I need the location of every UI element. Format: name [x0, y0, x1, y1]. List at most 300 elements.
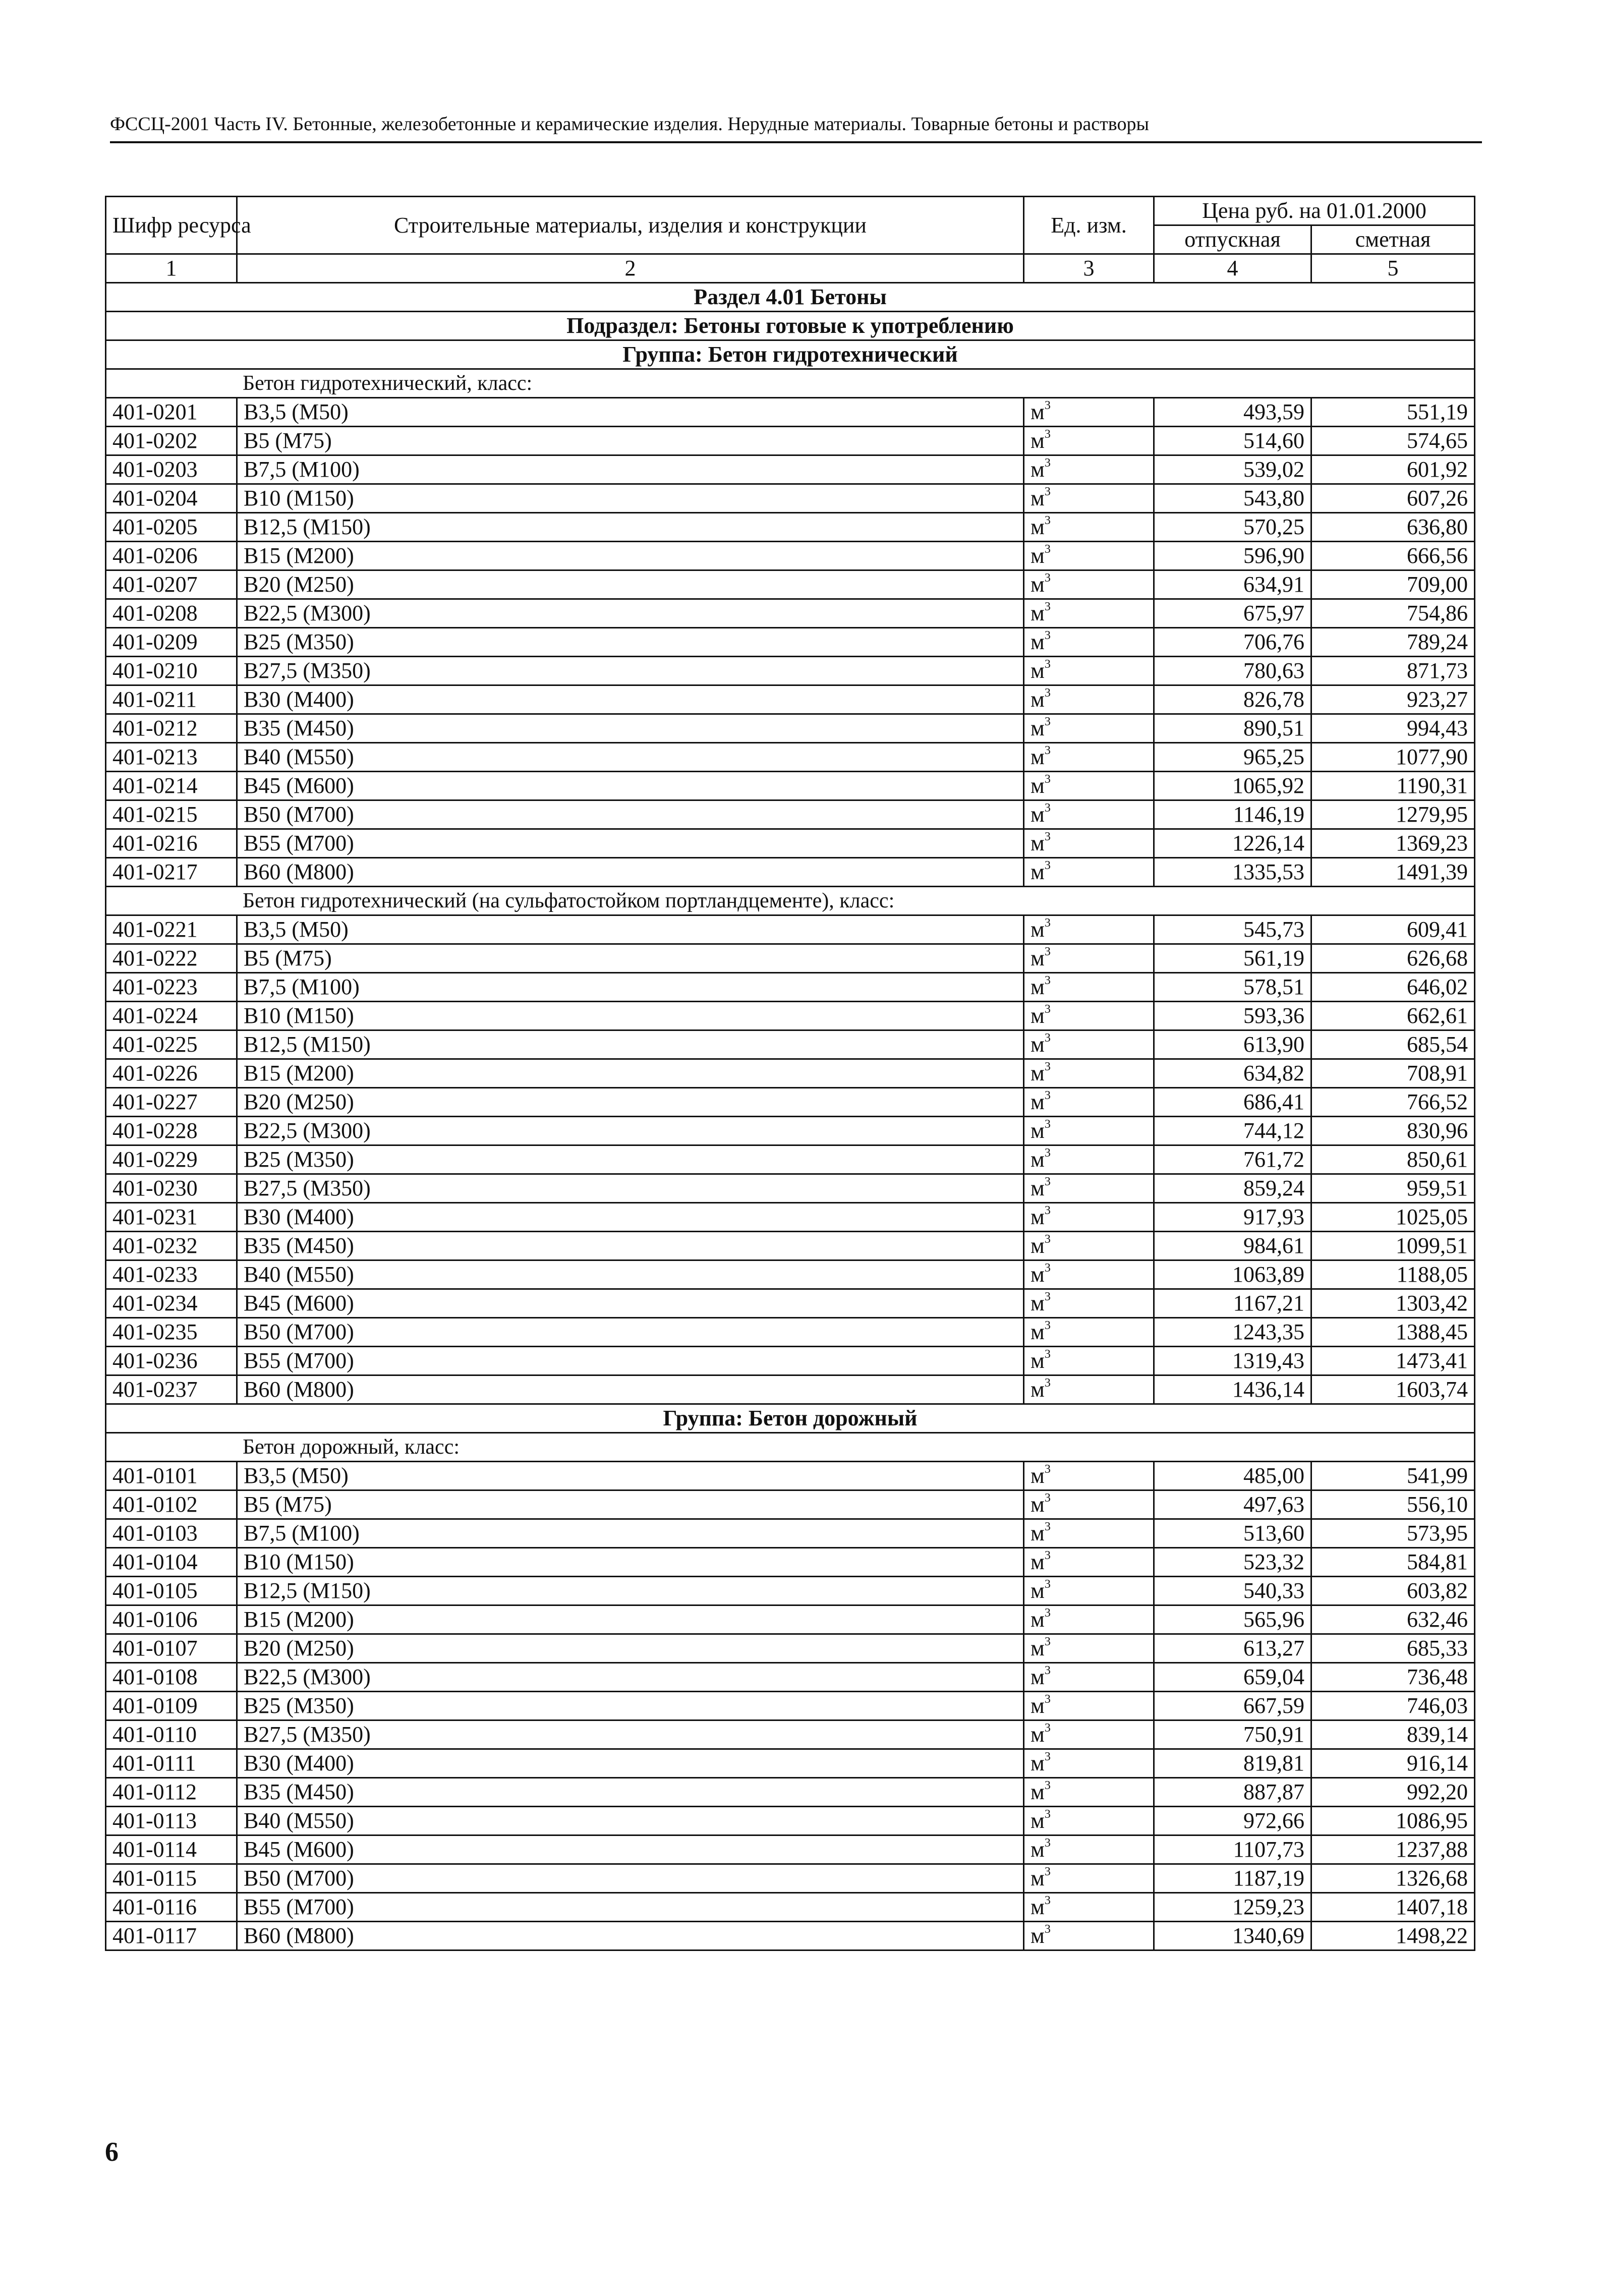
unit-base: м — [1031, 1118, 1045, 1143]
resource-code: 401-0104 — [106, 1548, 237, 1577]
unit-cell — [1024, 398, 1154, 427]
unit-base: м — [1031, 1722, 1045, 1747]
unit-base: м — [1031, 1377, 1045, 1402]
concrete-class: В35 (М450) — [237, 1232, 1024, 1260]
unit-base: м — [1031, 486, 1045, 510]
estimate-price: 603,82 — [1311, 1577, 1475, 1605]
table-row — [106, 1203, 1475, 1232]
estimate-price: 736,48 — [1311, 1663, 1475, 1692]
resource-code: 401-0207 — [106, 570, 237, 599]
unit-cell — [1024, 1117, 1154, 1145]
unit-exponent: 3 — [1044, 1578, 1051, 1591]
unit-exponent: 3 — [1044, 543, 1051, 556]
table-row — [106, 542, 1475, 570]
table-row — [106, 484, 1475, 513]
estimate-price: 1491,39 — [1311, 858, 1475, 887]
resource-code: 401-0206 — [106, 542, 237, 570]
column-number: 1 — [106, 254, 237, 283]
unit-base: м — [1031, 1866, 1045, 1890]
concrete-class: В25 (М350) — [237, 1145, 1024, 1174]
concrete-class: В60 (М800) — [237, 1922, 1024, 1950]
header-name: Строительные материалы, изделия и конструкции — [237, 197, 1024, 254]
unit-base: м — [1031, 716, 1045, 740]
resource-code: 401-0114 — [106, 1835, 237, 1864]
unit-base: м — [1031, 974, 1045, 999]
table-row — [106, 1720, 1475, 1749]
release-price: 890,51 — [1154, 714, 1311, 743]
column-number-row — [106, 254, 1475, 283]
table-row — [106, 800, 1475, 829]
unit-base: м — [1031, 1032, 1045, 1057]
unit-base: м — [1031, 1319, 1045, 1344]
resource-code: 401-0111 — [106, 1749, 237, 1778]
release-price: 570,25 — [1154, 513, 1311, 542]
unit-cell — [1024, 427, 1154, 455]
resource-code: 401-0213 — [106, 743, 237, 772]
unit-exponent: 3 — [1044, 1089, 1051, 1103]
concrete-class: В5 (М75) — [237, 1490, 1024, 1519]
concrete-class: В20 (М250) — [237, 1634, 1024, 1663]
unit-exponent: 3 — [1044, 830, 1051, 844]
estimate-price: 850,61 — [1311, 1145, 1475, 1174]
unit-base: м — [1031, 1204, 1045, 1229]
unit-cell — [1024, 1174, 1154, 1203]
unit-base: м — [1031, 859, 1045, 884]
resource-code: 401-0211 — [106, 685, 237, 714]
unit-cell — [1024, 1347, 1154, 1375]
unit-cell — [1024, 1807, 1154, 1835]
concrete-class: В5 (М75) — [237, 944, 1024, 973]
estimate-price: 556,10 — [1311, 1490, 1475, 1519]
release-price: 593,36 — [1154, 1002, 1311, 1030]
unit-exponent: 3 — [1044, 859, 1051, 873]
unit-exponent: 3 — [1044, 629, 1051, 643]
release-price: 1146,19 — [1154, 800, 1311, 829]
unit-cell — [1024, 973, 1154, 1002]
table-row — [106, 1318, 1475, 1347]
section-heading-row — [106, 283, 1475, 312]
unit-cell — [1024, 1519, 1154, 1548]
concrete-class: В55 (М700) — [237, 1347, 1024, 1375]
table-row — [106, 829, 1475, 858]
unit-base: м — [1031, 773, 1045, 798]
table-row — [106, 513, 1475, 542]
release-price: 965,25 — [1154, 743, 1311, 772]
unit-exponent: 3 — [1044, 1003, 1051, 1016]
resource-code: 401-0226 — [106, 1059, 237, 1088]
unit-exponent: 3 — [1044, 1750, 1051, 1764]
resource-code: 401-0113 — [106, 1807, 237, 1835]
price-table-body — [106, 197, 1475, 1950]
resource-code: 401-0107 — [106, 1634, 237, 1663]
release-price: 634,82 — [1154, 1059, 1311, 1088]
column-number: 5 — [1311, 254, 1475, 283]
column-number: 3 — [1024, 254, 1154, 283]
concrete-class: В12,5 (М150) — [237, 1577, 1024, 1605]
unit-base: м — [1031, 1348, 1045, 1373]
estimate-price: 754,86 — [1311, 599, 1475, 628]
release-price: 1226,14 — [1154, 829, 1311, 858]
estimate-price: 1077,90 — [1311, 743, 1475, 772]
resource-code: 401-0228 — [106, 1117, 237, 1145]
table-row — [106, 570, 1475, 599]
unit-cell — [1024, 455, 1154, 484]
release-price: 706,76 — [1154, 628, 1311, 657]
release-price: 744,12 — [1154, 1117, 1311, 1145]
concrete-class: В45 (М600) — [237, 1835, 1024, 1864]
unit-exponent: 3 — [1044, 456, 1051, 470]
table-row — [106, 1548, 1475, 1577]
table-row — [106, 1260, 1475, 1289]
release-price: 497,63 — [1154, 1490, 1311, 1519]
estimate-price: 746,03 — [1311, 1692, 1475, 1720]
unit-base: м — [1031, 1291, 1045, 1315]
unit-cell — [1024, 1577, 1154, 1605]
unit-exponent: 3 — [1044, 1836, 1051, 1850]
unit-cell — [1024, 1260, 1154, 1289]
estimate-price: 584,81 — [1311, 1548, 1475, 1577]
unit-base: м — [1031, 1061, 1045, 1085]
resource-code: 401-0223 — [106, 973, 237, 1002]
concrete-class: В25 (М350) — [237, 628, 1024, 657]
resource-code: 401-0109 — [106, 1692, 237, 1720]
concrete-class: В7,5 (М100) — [237, 455, 1024, 484]
page-number: 6 — [105, 2137, 119, 2167]
resource-code: 401-0225 — [106, 1030, 237, 1059]
unit-exponent: 3 — [1044, 1549, 1051, 1563]
release-price: 826,78 — [1154, 685, 1311, 714]
unit-base: м — [1031, 658, 1045, 683]
estimate-price: 1025,05 — [1311, 1203, 1475, 1232]
resource-code: 401-0108 — [106, 1663, 237, 1692]
resource-code: 401-0208 — [106, 599, 237, 628]
unit-exponent: 3 — [1044, 1261, 1051, 1275]
estimate-price: 959,51 — [1311, 1174, 1475, 1203]
release-price: 917,93 — [1154, 1203, 1311, 1232]
concrete-class: В25 (М350) — [237, 1692, 1024, 1720]
unit-base: м — [1031, 1636, 1045, 1660]
estimate-price: 1279,95 — [1311, 800, 1475, 829]
unit-exponent: 3 — [1044, 658, 1051, 671]
table-row — [106, 1605, 1475, 1634]
unit-exponent: 3 — [1044, 514, 1051, 528]
concrete-class: В40 (М550) — [237, 1807, 1024, 1835]
resource-code: 401-0236 — [106, 1347, 237, 1375]
release-price: 1319,43 — [1154, 1347, 1311, 1375]
unit-cell — [1024, 1318, 1154, 1347]
unit-base: м — [1031, 1089, 1045, 1114]
table-row — [106, 628, 1475, 657]
table-header-row — [106, 197, 1475, 225]
resource-code: 401-0202 — [106, 427, 237, 455]
table-row — [106, 1577, 1475, 1605]
table-row — [106, 1289, 1475, 1318]
unit-exponent: 3 — [1044, 1606, 1051, 1620]
unit-base: м — [1031, 572, 1045, 597]
header-price-group: Цена руб. на 01.01.2000 — [1154, 197, 1475, 225]
resource-code: 401-0229 — [106, 1145, 237, 1174]
table-row — [106, 1864, 1475, 1893]
unit-exponent: 3 — [1044, 1031, 1051, 1045]
release-price: 539,02 — [1154, 455, 1311, 484]
concrete-class: В5 (М75) — [237, 427, 1024, 455]
concrete-class: В27,5 (М350) — [237, 657, 1024, 685]
section-title: Раздел 4.01 Бетоны — [106, 283, 1475, 312]
column-number: 2 — [237, 254, 1024, 283]
unit-base: м — [1031, 514, 1045, 539]
table-row — [106, 1893, 1475, 1922]
release-price: 540,33 — [1154, 1577, 1311, 1605]
release-price: 1187,19 — [1154, 1864, 1311, 1893]
resource-code: 401-0234 — [106, 1289, 237, 1318]
release-price: 859,24 — [1154, 1174, 1311, 1203]
unit-cell — [1024, 628, 1154, 657]
table-row — [106, 1059, 1475, 1088]
unit-cell — [1024, 1922, 1154, 1950]
concrete-class: В60 (М800) — [237, 1375, 1024, 1404]
table-row — [106, 772, 1475, 800]
unit-base: м — [1031, 802, 1045, 827]
estimate-price: 1190,31 — [1311, 772, 1475, 800]
resource-code: 401-0227 — [106, 1088, 237, 1117]
unit-cell — [1024, 685, 1154, 714]
unit-cell — [1024, 1030, 1154, 1059]
release-price: 972,66 — [1154, 1807, 1311, 1835]
release-price: 1436,14 — [1154, 1375, 1311, 1404]
unit-base: м — [1031, 457, 1045, 482]
resource-code: 401-0110 — [106, 1720, 237, 1749]
estimate-price: 1498,22 — [1311, 1922, 1475, 1950]
resource-code: 401-0222 — [106, 944, 237, 973]
unit-cell — [1024, 1749, 1154, 1778]
unit-exponent: 3 — [1044, 1721, 1051, 1735]
release-price: 1259,23 — [1154, 1893, 1311, 1922]
running-header: ФССЦ-2001 Часть IV. Бетонные, железобетонные и керамические изделия. Нерудные материалы. Товарные бетоны и растворы — [110, 112, 1482, 143]
unit-base: м — [1031, 1607, 1045, 1632]
unit-exponent: 3 — [1044, 1118, 1051, 1131]
table-row — [106, 1692, 1475, 1720]
header-price-estimate: сметная — [1311, 225, 1475, 254]
estimate-price: 666,56 — [1311, 542, 1475, 570]
group-heading-row — [106, 340, 1475, 369]
unit-exponent: 3 — [1044, 1146, 1051, 1160]
unit-cell — [1024, 829, 1154, 858]
concrete-class: В22,5 (М300) — [237, 1117, 1024, 1145]
resource-code: 401-0201 — [106, 398, 237, 427]
concrete-class: В50 (М700) — [237, 1318, 1024, 1347]
header-code: Шифр ресурса — [106, 197, 237, 254]
concrete-class: В27,5 (М350) — [237, 1720, 1024, 1749]
release-price: 887,87 — [1154, 1778, 1311, 1807]
estimate-price: 708,91 — [1311, 1059, 1475, 1088]
unit-base: м — [1031, 1463, 1045, 1488]
concrete-class: В30 (М400) — [237, 1203, 1024, 1232]
unit-exponent: 3 — [1044, 686, 1051, 700]
release-price: 493,59 — [1154, 398, 1311, 427]
header-unit: Ед. изм. — [1024, 197, 1154, 254]
estimate-price: 685,33 — [1311, 1634, 1475, 1663]
estimate-price: 830,96 — [1311, 1117, 1475, 1145]
estimate-price: 609,41 — [1311, 915, 1475, 944]
concrete-class: В30 (М400) — [237, 1749, 1024, 1778]
unit-cell — [1024, 1088, 1154, 1117]
concrete-class: В12,5 (М150) — [237, 1030, 1024, 1059]
table-row — [106, 973, 1475, 1002]
unit-base: м — [1031, 1492, 1045, 1517]
release-price: 667,59 — [1154, 1692, 1311, 1720]
table-row — [106, 915, 1475, 944]
unit-base: м — [1031, 1578, 1045, 1603]
estimate-price: 1369,23 — [1311, 829, 1475, 858]
estimate-price: 1099,51 — [1311, 1232, 1475, 1260]
concrete-class: В22,5 (М300) — [237, 599, 1024, 628]
release-price: 578,51 — [1154, 973, 1311, 1002]
estimate-price: 646,02 — [1311, 973, 1475, 1002]
release-price: 659,04 — [1154, 1663, 1311, 1692]
resource-code: 401-0235 — [106, 1318, 237, 1347]
table-row — [106, 1807, 1475, 1835]
unit-exponent: 3 — [1044, 773, 1051, 786]
estimate-price: 662,61 — [1311, 1002, 1475, 1030]
unit-base: м — [1031, 744, 1045, 769]
unit-exponent: 3 — [1044, 1204, 1051, 1218]
unit-cell — [1024, 1835, 1154, 1864]
release-price: 819,81 — [1154, 1749, 1311, 1778]
unit-exponent: 3 — [1044, 1520, 1051, 1534]
unit-exponent: 3 — [1044, 1664, 1051, 1678]
release-price: 1065,92 — [1154, 772, 1311, 800]
unit-base: м — [1031, 1521, 1045, 1545]
resource-code: 401-0205 — [106, 513, 237, 542]
unit-exponent: 3 — [1044, 945, 1051, 959]
unit-exponent: 3 — [1044, 485, 1051, 499]
unit-base: м — [1031, 1549, 1045, 1574]
table-row — [106, 1922, 1475, 1950]
unit-exponent: 3 — [1044, 715, 1051, 729]
table-row — [106, 1117, 1475, 1145]
table-row — [106, 1462, 1475, 1490]
table-row — [106, 1002, 1475, 1030]
unit-base: м — [1031, 1262, 1045, 1287]
table-row — [106, 1347, 1475, 1375]
release-price: 613,90 — [1154, 1030, 1311, 1059]
estimate-price: 1473,41 — [1311, 1347, 1475, 1375]
column-number: 4 — [1154, 254, 1311, 283]
estimate-price: 1188,05 — [1311, 1260, 1475, 1289]
subsection-heading-row — [106, 312, 1475, 340]
concrete-class: В30 (М400) — [237, 685, 1024, 714]
table-row — [106, 455, 1475, 484]
estimate-price: 685,54 — [1311, 1030, 1475, 1059]
estimate-price: 541,99 — [1311, 1462, 1475, 1490]
unit-cell — [1024, 599, 1154, 628]
concrete-class: В7,5 (М100) — [237, 1519, 1024, 1548]
estimate-price: 839,14 — [1311, 1720, 1475, 1749]
concrete-class: В10 (М150) — [237, 1548, 1024, 1577]
resource-code: 401-0237 — [106, 1375, 237, 1404]
unit-cell — [1024, 1375, 1154, 1404]
release-price: 565,96 — [1154, 1605, 1311, 1634]
release-price: 545,73 — [1154, 915, 1311, 944]
unit-cell — [1024, 484, 1154, 513]
resource-code: 401-0232 — [106, 1232, 237, 1260]
estimate-price: 992,20 — [1311, 1778, 1475, 1807]
unit-cell — [1024, 1289, 1154, 1318]
unit-cell — [1024, 1634, 1154, 1663]
unit-exponent: 3 — [1044, 1491, 1051, 1505]
concrete-class: В3,5 (М50) — [237, 398, 1024, 427]
unit-exponent: 3 — [1044, 571, 1051, 585]
unit-cell — [1024, 772, 1154, 800]
unit-base: м — [1031, 601, 1045, 625]
unit-exponent: 3 — [1044, 1233, 1051, 1246]
resource-code: 401-0221 — [106, 915, 237, 944]
concrete-class: В50 (М700) — [237, 1864, 1024, 1893]
unit-exponent: 3 — [1044, 1808, 1051, 1821]
unit-exponent: 3 — [1044, 1635, 1051, 1649]
release-price: 1107,73 — [1154, 1835, 1311, 1864]
unit-exponent: 3 — [1044, 1290, 1051, 1304]
resource-code: 401-0214 — [106, 772, 237, 800]
table-row — [106, 427, 1475, 455]
resource-code: 401-0117 — [106, 1922, 237, 1950]
subsection-title: Подраздел: Бетоны готовые к употреблению — [106, 312, 1475, 340]
unit-cell — [1024, 714, 1154, 743]
release-price: 750,91 — [1154, 1720, 1311, 1749]
unit-cell — [1024, 858, 1154, 887]
unit-base: м — [1031, 1664, 1045, 1689]
release-price: 1335,53 — [1154, 858, 1311, 887]
unit-cell — [1024, 542, 1154, 570]
resource-code: 401-0106 — [106, 1605, 237, 1634]
unit-base: м — [1031, 1751, 1045, 1775]
estimate-price: 1388,45 — [1311, 1318, 1475, 1347]
table-row — [106, 858, 1475, 887]
release-price: 1243,35 — [1154, 1318, 1311, 1347]
estimate-price: 626,68 — [1311, 944, 1475, 973]
unit-exponent: 3 — [1044, 744, 1051, 758]
unit-base: м — [1031, 1176, 1045, 1200]
unit-base: м — [1031, 1923, 1045, 1948]
price-table — [105, 196, 1475, 1951]
unit-base: м — [1031, 428, 1045, 453]
estimate-price: 1237,88 — [1311, 1835, 1475, 1864]
concrete-class: В40 (М550) — [237, 1260, 1024, 1289]
table-row — [106, 1030, 1475, 1059]
table-row — [106, 1835, 1475, 1864]
concrete-class: В15 (М200) — [237, 1605, 1024, 1634]
table-row — [106, 1232, 1475, 1260]
subgroup-intro-row — [106, 1433, 1475, 1462]
release-price: 1340,69 — [1154, 1922, 1311, 1950]
unit-exponent: 3 — [1044, 916, 1051, 930]
resource-code: 401-0230 — [106, 1174, 237, 1203]
subgroup-intro: Бетон гидротехнический (на сульфатостойком портландцементе), класс: — [106, 887, 1475, 915]
release-price: 780,63 — [1154, 657, 1311, 685]
estimate-price: 1086,95 — [1311, 1807, 1475, 1835]
release-price: 686,41 — [1154, 1088, 1311, 1117]
resource-code: 401-0112 — [106, 1778, 237, 1807]
unit-exponent: 3 — [1044, 1779, 1051, 1793]
estimate-price: 1303,42 — [1311, 1289, 1475, 1318]
unit-cell — [1024, 944, 1154, 973]
concrete-class: В50 (М700) — [237, 800, 1024, 829]
unit-exponent: 3 — [1044, 1376, 1051, 1390]
resource-code: 401-0103 — [106, 1519, 237, 1548]
concrete-class: В10 (М150) — [237, 484, 1024, 513]
subgroup-intro-row — [106, 887, 1475, 915]
resource-code: 401-0204 — [106, 484, 237, 513]
